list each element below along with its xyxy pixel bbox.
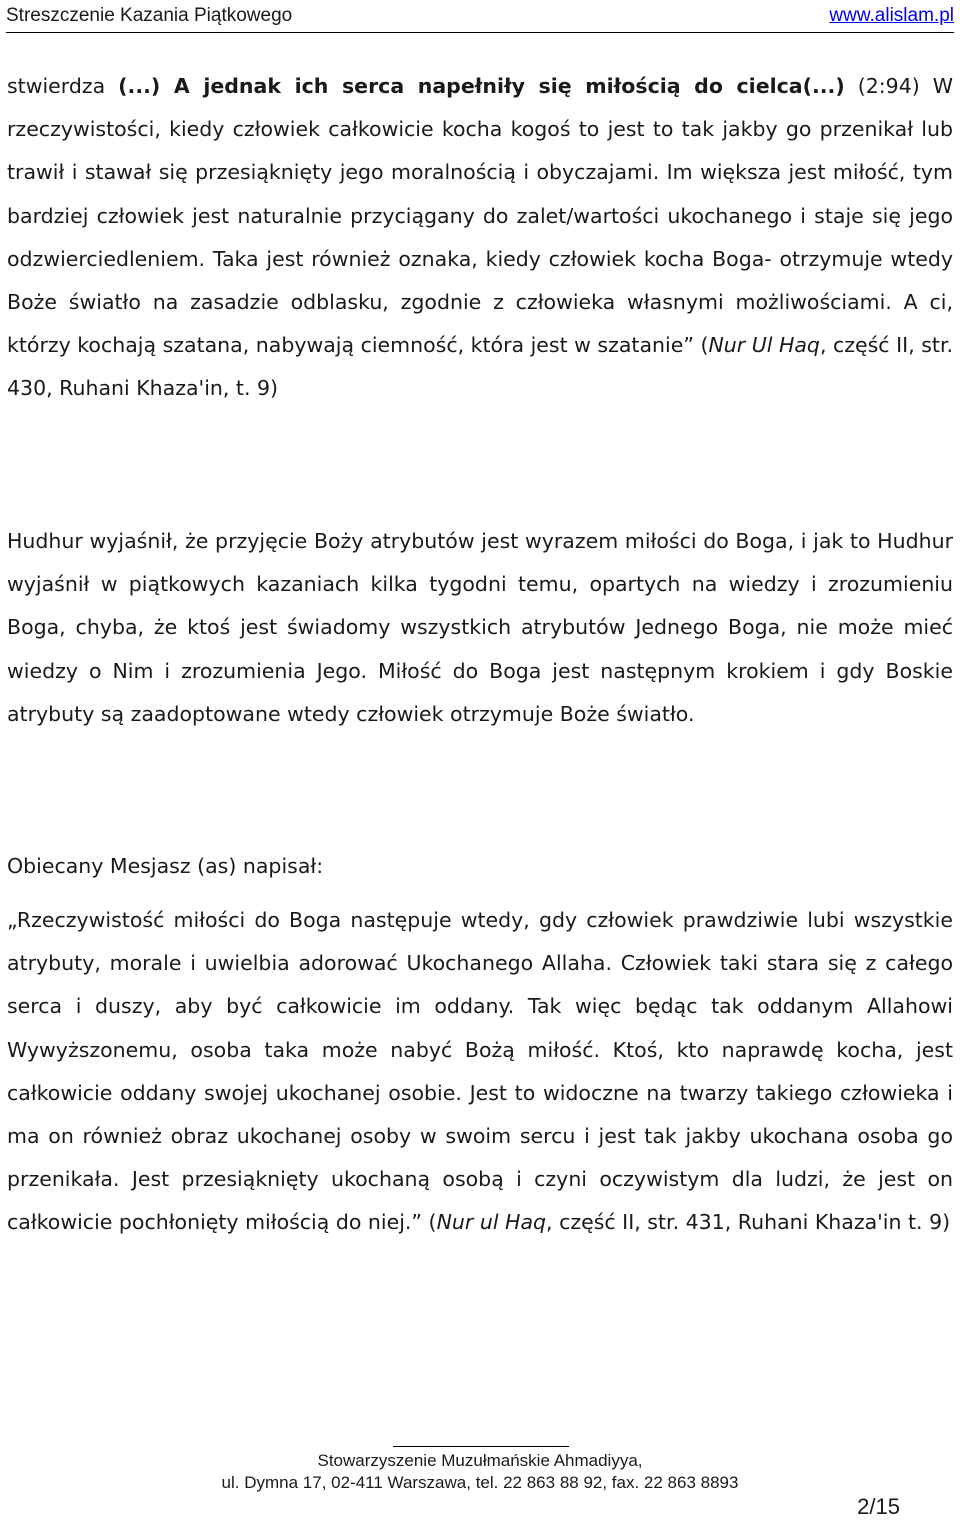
p1-text-start: stwierdza [7, 74, 119, 98]
p1-citation: , część II, str. 430, Ruhani Khaza'in, t. 9) [7, 333, 954, 401]
p1-text-body: (2:94) W rzeczywistości, kiedy człowiek całkowicie kocha kogoś to jest to tak jakby go przenikał lub trawił i stawał się przesiąknięty jego moralnością i obyczajami. Im większa jest miłość, tym bardziej człowiek jest naturalnie przyciągany do zalet/wartości ukochanego i staje się jego odzwierciedleniem. Taka jest również oznaka, kiedy człowiek kocha Boga- otrzymuje wtedy Boże światło na zasadzie odblasku, zgodnie z człowieka własnymi możliwościami. A ci, którzy kochają szatana, nabywają ciemność, która jest w szatanie” ( [7, 74, 953, 358]
page-number: 2/15 [857, 1494, 900, 1519]
p1-quran-quote: (...) A jednak ich serca napełniły się miłością do cielca(...) [118, 74, 845, 98]
p4-book-title: Nur ul Haq [436, 1210, 547, 1235]
p1-book-title: Nur Ul Haq [708, 333, 820, 358]
p4-citation: , część II, str. 431, Ruhani Khaza'in t. 9) [546, 1210, 951, 1235]
header-site-link[interactable]: www.alislam.pl [829, 5, 954, 26]
paragraph-4-quote [7, 899, 953, 1245]
paragraph-3: Obiecany Mesjasz (as) napisał: [7, 854, 324, 878]
footer-divider [393, 1446, 569, 1447]
p4-text-body: „Rzeczywistość miłości do Boga następuje wtedy, gdy człowiek prawdziwie lubi wszystkie atrybuty, morale i uwielbia adorować Ukochanego Allaha. Człowiek taki stara się z całego serca i duszy, aby być całkowicie im oddany. Tak więc będąc tak oddanym Allahowi Wywyższonemu, osoba taka może nabyć Bożą miłość. Ktoś, kto naprawdę kocha, jest całkowicie oddany swojej ukochanej osobie. Jest to widoczne na twarzy takiego człowieka i ma on również obraz ukochanej osoby w swoim sercu i jest tak jakby ukochana osoba go przenikała. Jest przesiąknięty ukochaną osobą i czyni oczywistym dla ludzi, że jest on całkowicie pochłonięty miłością do niej.” ( [7, 908, 953, 1235]
paragraph-2: Hudhur wyjaśnił, że przyjęcie Boży atrybutów jest wyrazem miłości do Boga, i jak to Hudhur wyjaśnił w piątkowych kazaniach kilka tygodni temu, opartych na wiedzy i zrozumieniu Boga, chyba, że ktoś jest świadomy wszystkich atrybutów Jednego Boga, nie może mieć wiedzy o Nim i zrozumienia Jego. Miłość do Boga jest następnym krokiem i gdy Boskie atrybuty są zaadoptowane wtedy człowiek otrzymuje Boże światło. [7, 529, 953, 726]
page-header [6, 0, 954, 33]
paragraph-1 [7, 65, 953, 411]
header-title: Streszczenie Kazania Piątkowego [6, 5, 293, 26]
footer-organization: Stowarzyszenie Muzułmańskie Ahmadiyya, [317, 1451, 643, 1470]
footer-address: ul. Dymna 17, 02-411 Warszawa, tel. 22 863 88 92, fax. 22 863 8893 [221, 1473, 739, 1492]
